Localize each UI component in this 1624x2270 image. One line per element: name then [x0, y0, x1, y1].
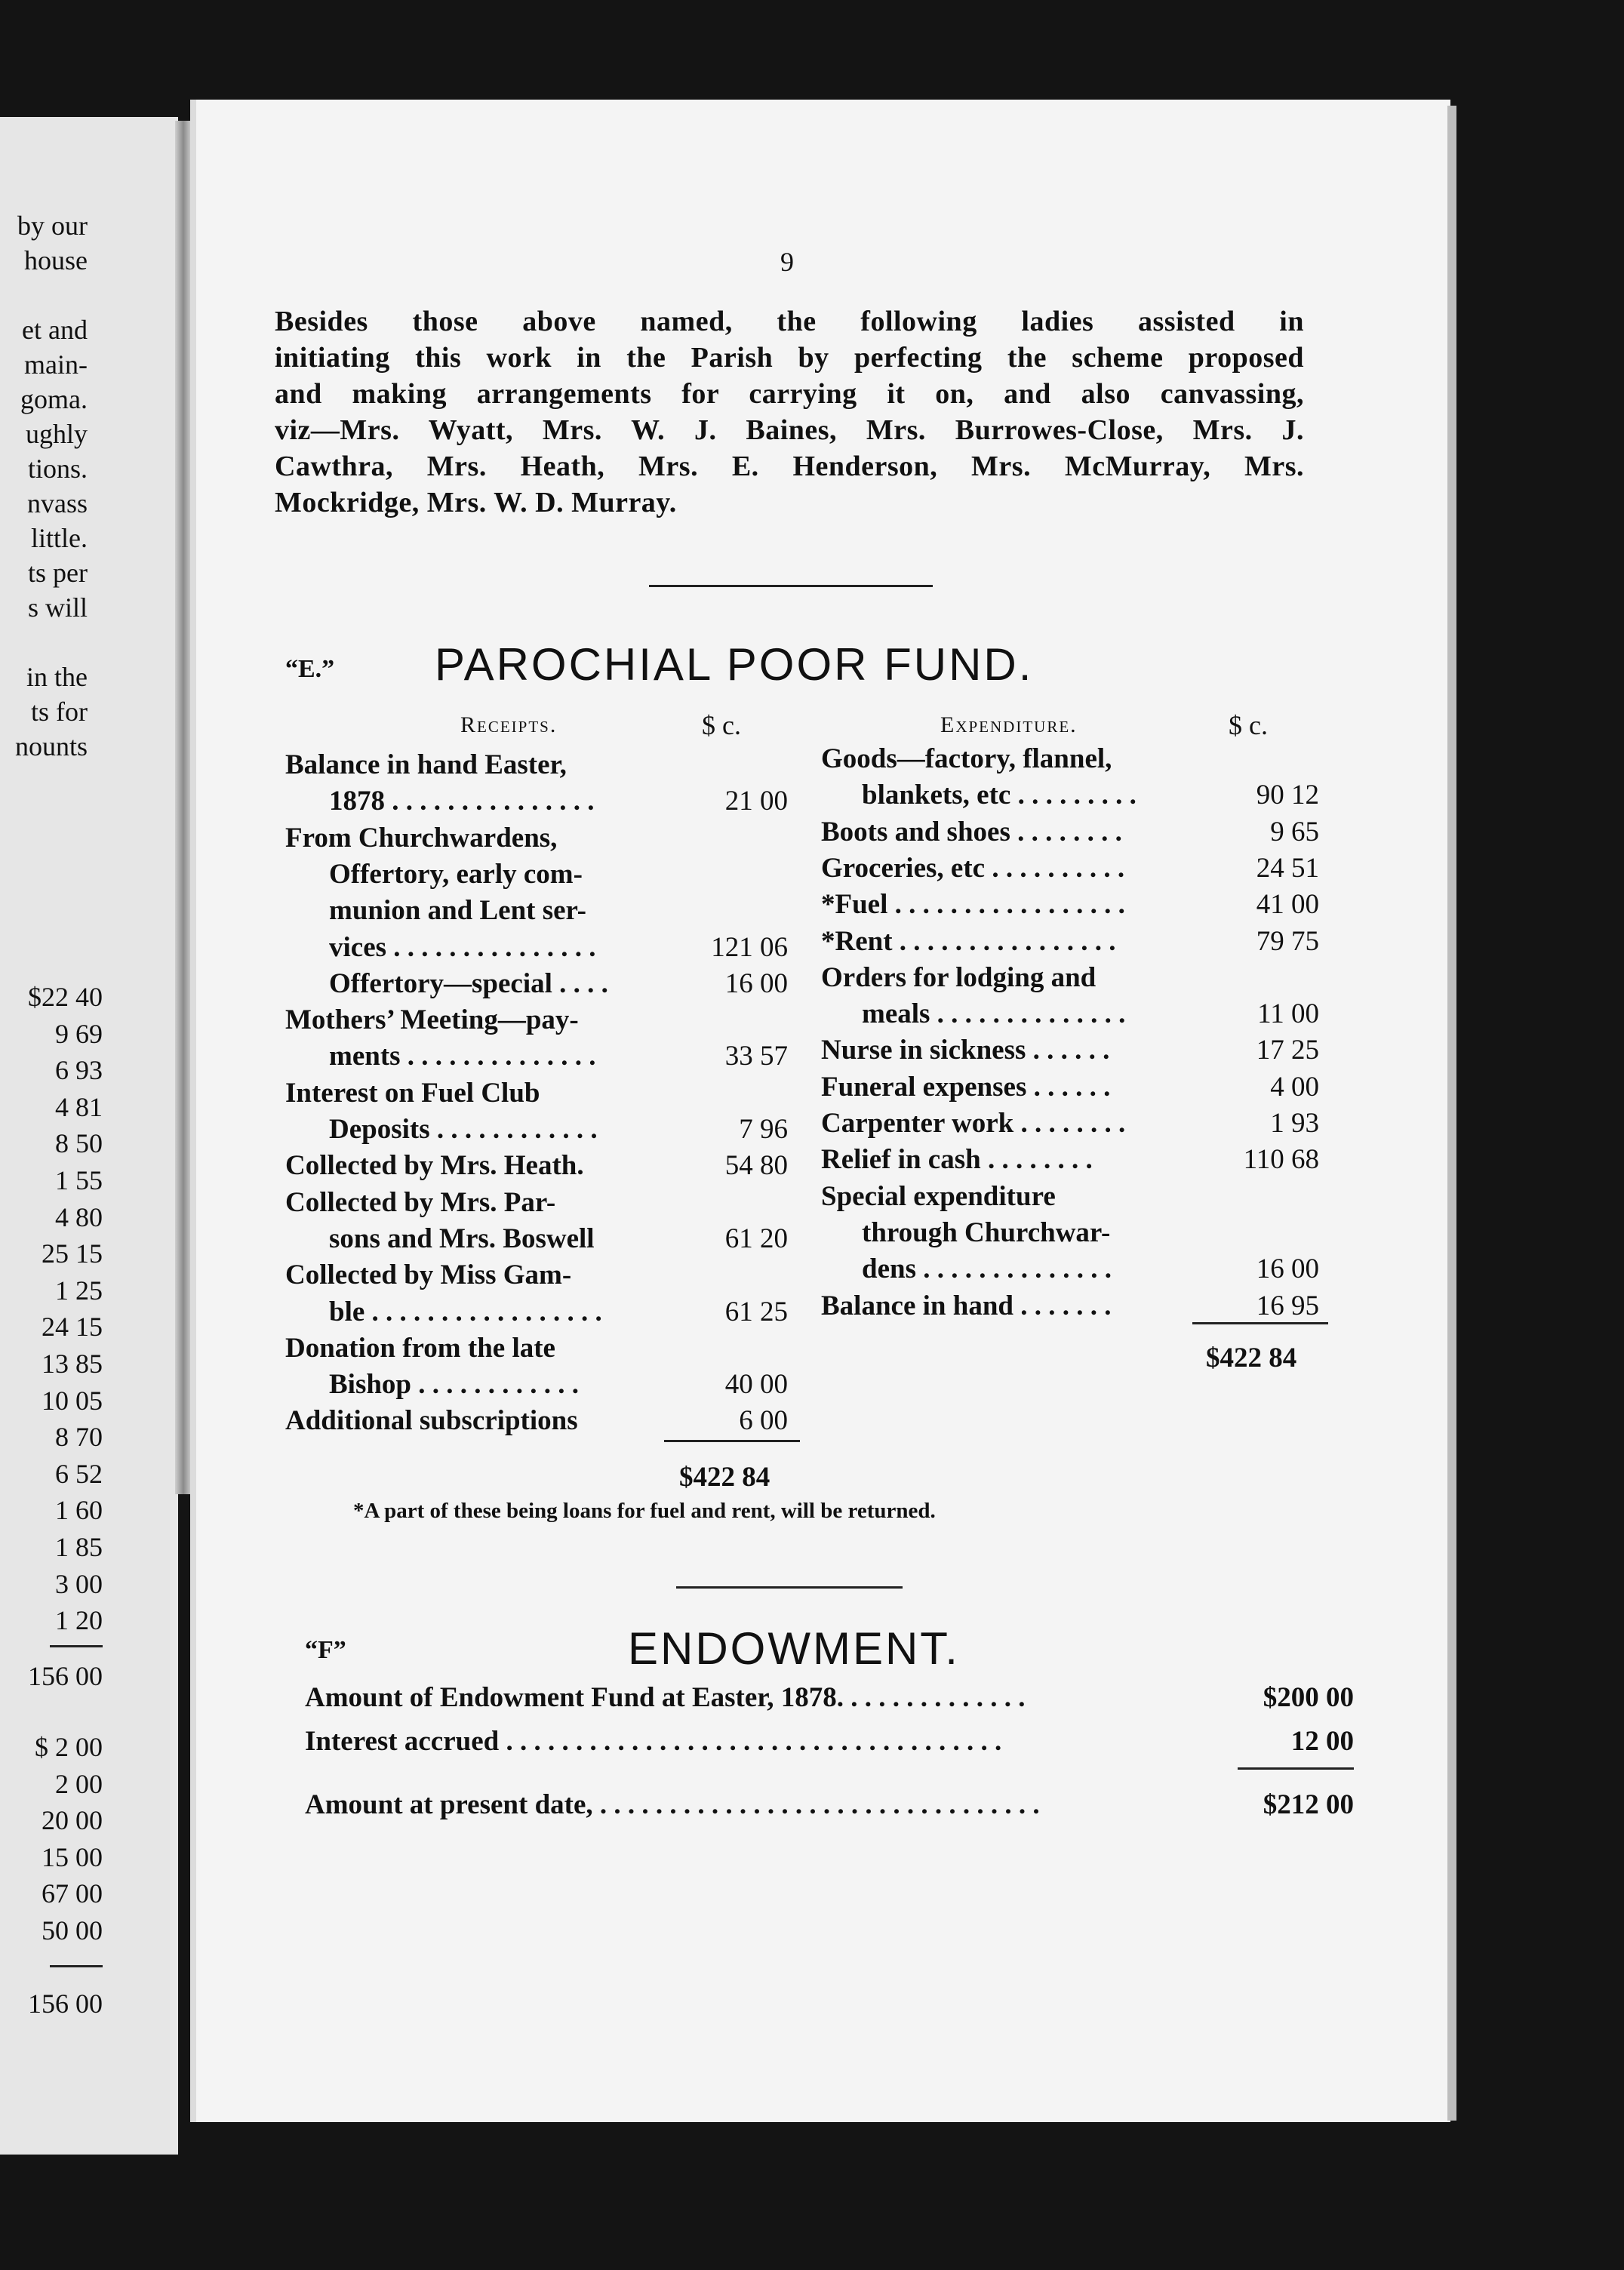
- entry-label: Goods—factory, flannel,: [821, 743, 1112, 774]
- entry-amount: 6 00: [739, 1405, 788, 1437]
- entry-label: Offertory, early com-: [329, 858, 583, 890]
- left-amount: 13 85: [42, 1349, 103, 1379]
- page-edge: [1447, 106, 1456, 2121]
- entry-label: *Fuel . . . . . . . . . . . . . . . . .: [821, 889, 1125, 921]
- entry-label: Collected by Mrs. Par-: [285, 1186, 556, 1218]
- intro-line: viz—Mrs. Wyatt, Mrs. W. J. Baines, Mrs. Burrowes-Close, Mrs. J.: [275, 414, 1304, 446]
- section-divider-2: [676, 1586, 903, 1589]
- left-text-fragment: nvass: [27, 488, 88, 518]
- entry-label: Balance in hand . . . . . . .: [821, 1290, 1112, 1321]
- endowment-row-amount: 12 00: [1290, 1726, 1354, 1757]
- footnote: *A part of these being loans for fuel and rent, will be returned.: [353, 1499, 936, 1523]
- entry-label: Groceries, etc . . . . . . . . . .: [821, 852, 1125, 884]
- expenditure-total: $422 84: [1206, 1343, 1297, 1373]
- entry-amount: 61 20: [724, 1223, 788, 1254]
- intro-line: and making arrangements for carrying it on, and also canvassing,: [275, 378, 1304, 410]
- endowment-total-row: [305, 1789, 1354, 1821]
- left-text-fragment: in the: [26, 662, 88, 692]
- intro-line: Besides those above named, the following ladies assisted in: [275, 306, 1304, 337]
- entry-label: meals . . . . . . . . . . . . . .: [862, 998, 1126, 1030]
- expenditure-heading: Expenditure.: [940, 712, 1078, 737]
- entry-label: vices . . . . . . . . . . . . . . .: [329, 931, 596, 963]
- left-amount: 1 20: [55, 1605, 103, 1636]
- endowment-row-amount: $200 00: [1263, 1682, 1354, 1713]
- section-f-letter: “F”: [305, 1636, 346, 1664]
- entry-amount: 16 00: [1256, 1253, 1319, 1285]
- page-number: 9: [780, 247, 794, 277]
- left-text-fragment: et and: [22, 315, 88, 345]
- receipts-heading: Receipts.: [460, 712, 558, 737]
- entry-label: Boots and shoes . . . . . . . .: [821, 816, 1122, 847]
- entry-amount: 4 00: [1270, 1071, 1319, 1103]
- endowment-total-amount: $212 00: [1263, 1789, 1354, 1820]
- entry-amount: 61 25: [724, 1296, 788, 1327]
- entry-amount: 40 00: [724, 1369, 788, 1401]
- entry-label: Bishop . . . . . . . . . . . .: [329, 1369, 580, 1401]
- left-amount: $ 2 00: [35, 1732, 103, 1762]
- intro-paragraph: [275, 303, 1304, 521]
- entry-amount: 7 96: [739, 1114, 788, 1145]
- entry-amount: 16 00: [724, 967, 788, 999]
- entry-label: Funeral expenses . . . . . .: [821, 1071, 1111, 1103]
- left-amount: 67 00: [42, 1878, 103, 1909]
- left-amount: 24 15: [42, 1312, 103, 1343]
- left-total: 156 00: [28, 1989, 103, 2019]
- left-amount: 1 25: [55, 1275, 103, 1306]
- entry-amount: 41 00: [1256, 889, 1319, 921]
- endowment-row-label: Amount of Endowment Fund at Easter, 1878. . . . . . . . . . . . . .: [305, 1682, 1026, 1713]
- left-amount: 20 00: [42, 1805, 103, 1836]
- entry-label: munion and Lent ser-: [329, 895, 586, 927]
- entry-amount: 9 65: [1270, 816, 1319, 847]
- entry-amount: 1 93: [1270, 1108, 1319, 1139]
- entry-label: Offertory—special . . . .: [329, 967, 608, 999]
- left-page-fragment: [0, 117, 178, 2155]
- entry-amount: 21 00: [724, 786, 788, 817]
- left-amount: 3 00: [55, 1568, 103, 1599]
- section-divider: [649, 585, 933, 587]
- entry-amount: 110 68: [1243, 1144, 1319, 1176]
- left-amount: 8 70: [55, 1422, 103, 1453]
- entry-amount: 11 00: [1257, 998, 1319, 1030]
- left-text-fragment: tions.: [27, 454, 88, 484]
- left-text-fragment: ts per: [28, 558, 88, 588]
- left-text-fragment: house: [24, 245, 88, 275]
- intro-line: initiating this work in the Parish by perfecting the scheme proposed: [275, 342, 1304, 374]
- entry-label: Special expenditure: [821, 1180, 1056, 1212]
- entry-label: blankets, etc . . . . . . . . .: [862, 780, 1136, 811]
- entry-label: Mothers’ Meeting—pay-: [285, 1004, 579, 1036]
- entry-amount: 79 75: [1256, 925, 1319, 957]
- left-text-fragment: by our: [17, 211, 88, 241]
- entry-amount: 17 25: [1256, 1035, 1319, 1066]
- entry-label: sons and Mrs. Boswell: [329, 1223, 595, 1254]
- left-amount: 10 05: [42, 1385, 103, 1416]
- left-amount: 50 00: [42, 1915, 103, 1945]
- endowment-row: [305, 1681, 1354, 1714]
- entry-label: Carpenter work . . . . . . . .: [821, 1108, 1126, 1139]
- intro-line: Mockridge, Mrs. W. D. Murray.: [275, 487, 677, 518]
- entry-amount: 54 80: [724, 1150, 788, 1182]
- endowment-row: [305, 1725, 1354, 1758]
- left-amount: 6 52: [55, 1458, 103, 1489]
- left-amount: 1 55: [55, 1165, 103, 1195]
- left-text-fragment: s will: [27, 592, 88, 623]
- left-amount: 6 93: [55, 1055, 103, 1086]
- entry-label: Deposits . . . . . . . . . . . .: [329, 1114, 598, 1145]
- entry-label: Collected by Miss Gam-: [285, 1260, 572, 1291]
- entry-label: ble . . . . . . . . . . . . . . . . .: [329, 1296, 602, 1327]
- left-amount: 1 60: [55, 1495, 103, 1526]
- entry-label: Additional subscriptions: [285, 1405, 578, 1437]
- left-text-fragment: little.: [31, 523, 88, 553]
- entry-label: ments . . . . . . . . . . . . . .: [329, 1041, 596, 1072]
- receipts-total-rule: [664, 1440, 800, 1442]
- left-text-fragment: ts for: [31, 697, 88, 727]
- receipts-money-heading: $ c.: [702, 710, 741, 740]
- section-e-letter: “E.”: [285, 655, 335, 683]
- left-subtotal: 156 00: [28, 1661, 103, 1691]
- entry-label: through Churchwar-: [862, 1217, 1111, 1248]
- entry-label: Interest on Fuel Club: [285, 1077, 540, 1109]
- expenditure-total-rule: [1192, 1322, 1328, 1324]
- left-text-fragment: nounts: [14, 731, 88, 761]
- left-text-fragment: ughly: [25, 419, 88, 449]
- left-amount: $22 40: [28, 982, 103, 1012]
- entry-label: dens . . . . . . . . . . . . . .: [862, 1253, 1112, 1285]
- section-e-title: PAROCHIAL POOR FUND.: [435, 639, 1034, 690]
- left-amount: 8 50: [55, 1128, 103, 1159]
- receipts-total: $422 84: [679, 1462, 770, 1493]
- endowment-row-label: Interest accrued . . . . . . . . . . . . . . . . . . . . . . . . . . . . . . . . . . . .: [305, 1726, 1002, 1757]
- endowment-total-label: Amount at present date, . . . . . . . . . . . . . . . . . . . . . . . . . . . . . . . .: [305, 1789, 1040, 1820]
- entry-label: 1878 . . . . . . . . . . . . . . .: [329, 786, 595, 817]
- left-amount: 15 00: [42, 1841, 103, 1872]
- left-text-fragment: main-: [24, 349, 88, 380]
- entry-label: From Churchwardens,: [285, 822, 558, 854]
- entry-label: Nurse in sickness . . . . . .: [821, 1035, 1110, 1066]
- left-rule: [50, 1645, 103, 1647]
- left-amount: 4 80: [55, 1201, 103, 1232]
- entry-amount: 24 51: [1256, 852, 1319, 884]
- left-amount: 1 85: [55, 1532, 103, 1562]
- left-text-fragment: goma.: [20, 384, 88, 414]
- endowment-total-rule: [1238, 1767, 1354, 1770]
- entry-amount: 90 12: [1256, 780, 1319, 811]
- left-rule: [50, 1965, 103, 1967]
- left-amount: 4 81: [55, 1091, 103, 1122]
- entry-label: Balance in hand Easter,: [285, 749, 567, 780]
- entry-label: Relief in cash . . . . . . . .: [821, 1144, 1093, 1176]
- left-amount: 2 00: [55, 1768, 103, 1799]
- left-amount: 25 15: [42, 1238, 103, 1269]
- entry-amount: 33 57: [724, 1041, 788, 1072]
- entry-amount: 16 95: [1256, 1290, 1319, 1321]
- page-gutter: [175, 121, 192, 1494]
- expenditure-money-heading: $ c.: [1229, 710, 1268, 740]
- entry-label: Donation from the late: [285, 1332, 555, 1364]
- entry-label: *Rent . . . . . . . . . . . . . . . .: [821, 925, 1116, 957]
- entry-label: Orders for lodging and: [821, 961, 1097, 993]
- left-amount: 9 69: [55, 1018, 103, 1049]
- entry-amount: 121 06: [711, 931, 788, 963]
- section-f-title: ENDOWMENT.: [628, 1623, 960, 1674]
- intro-line: Cawthra, Mrs. Heath, Mrs. E. Henderson, Mrs. McMurray, Mrs.: [275, 451, 1304, 482]
- entry-label: Collected by Mrs. Heath.: [285, 1150, 584, 1182]
